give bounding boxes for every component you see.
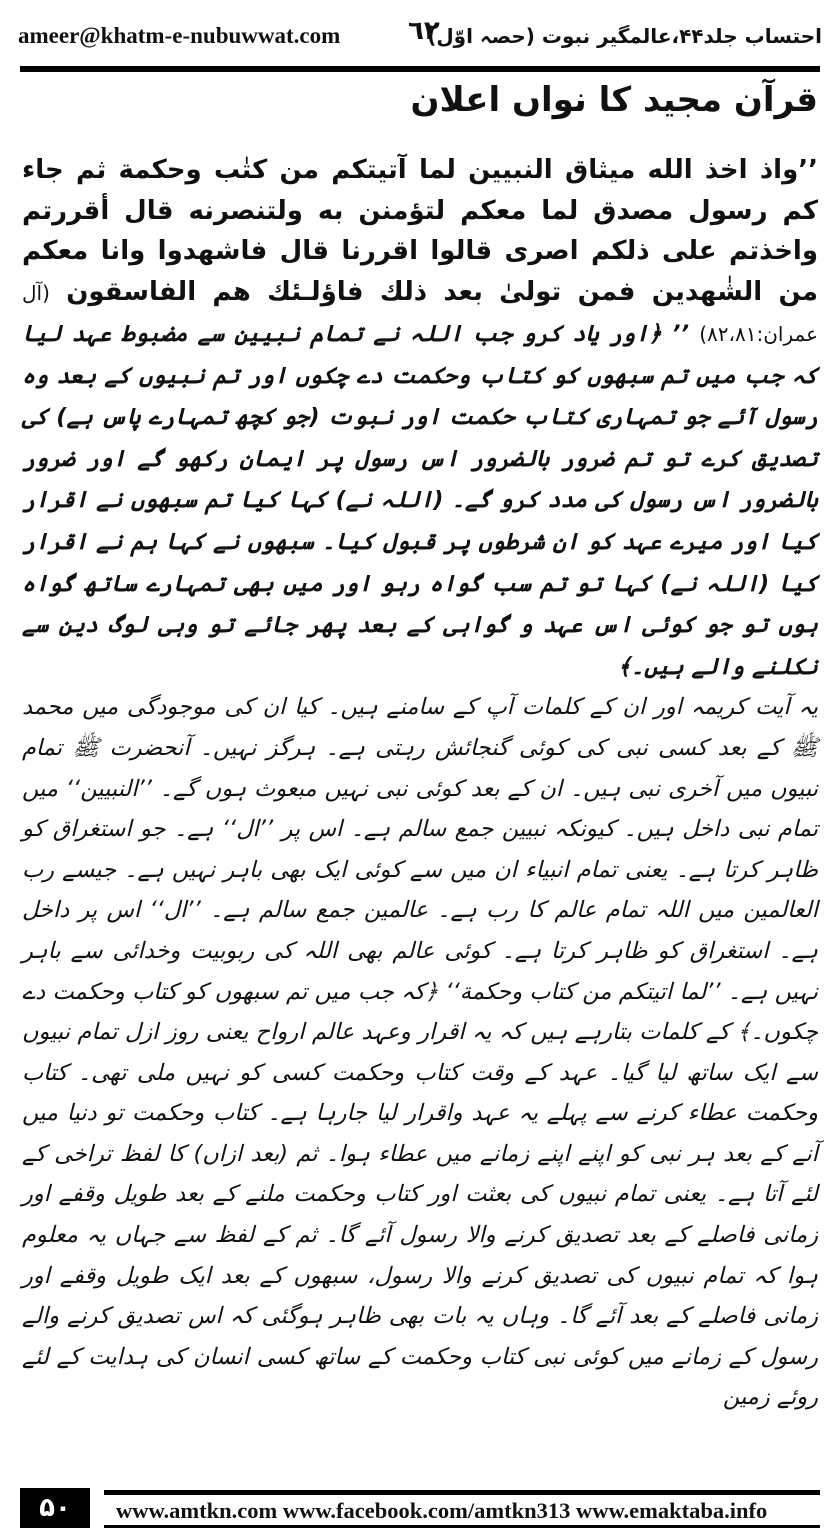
header-email: ameer@khatm-e-nubuwwat.com — [18, 23, 341, 48]
commentary-paragraph: یہ آیت کریمہ اور ان کے کلمات آپ کے سامنے ہیں۔ کیا ان کی موجودگی میں محمد ﷺ کے بعد کسی نبی کی کوئی گنجائش رہتی ہے۔ ہرگز نہیں۔ آنحضرت ﷺ تمام نبیوں میں آخری نبی ہیں۔ ان کے بعد کوئی نبی نہیں مبعوث ہوں گے۔ ’’النبیین‘‘ میں تمام نبی داخل ہیں۔ کیونکہ نبیین جمع سالم ہے۔ اس پر ’’ال‘‘ ہے۔ جو استغراق کو ظاہر کرتا ہے۔ یعنی تمام انبیاء ان میں سے کوئی ایک بھی باہر نہیں ہے۔ جیسے رب العالمین میں اللہ تمام عالم کا رب ہے۔ عالمین جمع سالم ہے۔ ’’ال‘‘ اس پر داخل ہے۔ استغراق کو ظاہر کرتا ہے۔ کوئی عالم بھی اللہ کی ربوبیت وخدائی سے باہر نہیں ہے۔ ’’لما اتیتکم من کتاب وحکمة‘‘ ﴿کہ جب میں تم سبھوں کو کتاب وحکمت دے چکوں۔﴾ کے کلمات بتارہے ہیں کہ یہ اقرار وعہد عالم ارواح یعنی روز ازل تمام نبیوں سے ایک ساتھ لیا گیا۔ عہد کے وقت کتاب وحکمت کسی کو نہیں ملی تھی۔ کتاب وحکمت عطاء کرنے سے پہلے یہ عہد واقرار لیا جارہا ہے۔ کتاب وحکمت تو دنیا میں آنے کے بعد ہر نبی کو اپنے اپنے زمانے میں عطاء ہوا۔ ثم (بعد ازاں) کا لفظ تراخی کے لئے آتا ہے۔ یعنی تمام نبیوں کی بعثت اور کتاب وحکمت ملنے کے بعد طویل وقفے اور زمانی فاصلے کے بعد تصدیق کرنے والا رسول آئے گا۔ ثم کے لفظ سے جہاں یہ معلوم ہوا کہ تمام نبیوں کی تصدیق کرنے والا رسول، سبھوں کے بعد ایک طویل وقفے اور زمانی فاصلے کے بعد آئے گا۔ وہاں یہ بات بھی ظاہر ہوگئی کہ اس تصدیق کرنے والے رسول کے زمانے میں کوئی نبی کتاب وحکمت کے ساتھ کسی انسان کی ہدایت کے لئے روئے زمین — [22, 694, 818, 1411]
arabic-verse: ’’واذ اخذ الله میثاق النبیین لما آتیتکم من کتٰب وحکمة ثم جاء کم رسول مصدق لما معکم لتؤمنن به ولتنصرنه قال أقررتم واخذتم علی ذلکم اصری قالوا اقررنا قال فاشهدوا وانا معکم من الشٰهدین فمن تولیٰ بعد ذلك فاؤلـئك هم الفاسقون — [22, 155, 818, 307]
section-heading: قرآن مجید کا نواں اعلان — [410, 80, 818, 120]
page-header — [18, 10, 822, 62]
page-body — [22, 150, 818, 1418]
footer-rule-top — [104, 1490, 820, 1495]
verse-reference: (آل عمران:۸۲،۸۱) — [22, 280, 818, 346]
header-book-title: احتساب جلد۴۴،عالمگیر نبوت (حصہ اوّل) — [427, 24, 822, 48]
footer-links[interactable]: www.amtkn.com www.facebook.com/amtkn313 www.emaktaba.info — [116, 1498, 768, 1523]
footer-page-number: ۵۰ — [20, 1488, 90, 1528]
quran-passage — [22, 150, 818, 687]
page-footer — [20, 1488, 820, 1528]
verse-translation: ’’ ﴿اور یاد کرو جب اللہ نے تمام نبیین سے مضبوط عہد لیا کہ جب میں تم سبھوں کو کتاب وحکمت دے چکوں اور تم نبیوں کے بعد وہ رسول آئے جو تمہاری کتاب حکمت اور نبوت (جو کچھ تمہارے پاس ہے) کی تصدیق کرے تو تم ضرور بالضرور اس رسول پر ایمان رکھو گے اور ضرور بالضرور اس رسول کی مدد کرو گے۔ (اللہ نے) کہا کیا تم سبھوں نے اقرار کیا اور میرے عہد کو ان شرطوں پر قبول کیا۔ سبھوں نے کہا ہم نے اقرار کیا (اللہ نے) کہا تو تم سب گواہ رہو اور میں بھی تمہارے ساتھ گواہ ہوں تو جو کوئی اس عہد و گواہی کے بعد پھر جائے تو وہی لوگ دین سے نکلنے والے ہیں۔﴾ — [22, 321, 818, 680]
header-rule — [20, 66, 820, 72]
header-page-number: ٦٢ — [408, 16, 440, 46]
footer-rule-bottom — [104, 1525, 820, 1528]
